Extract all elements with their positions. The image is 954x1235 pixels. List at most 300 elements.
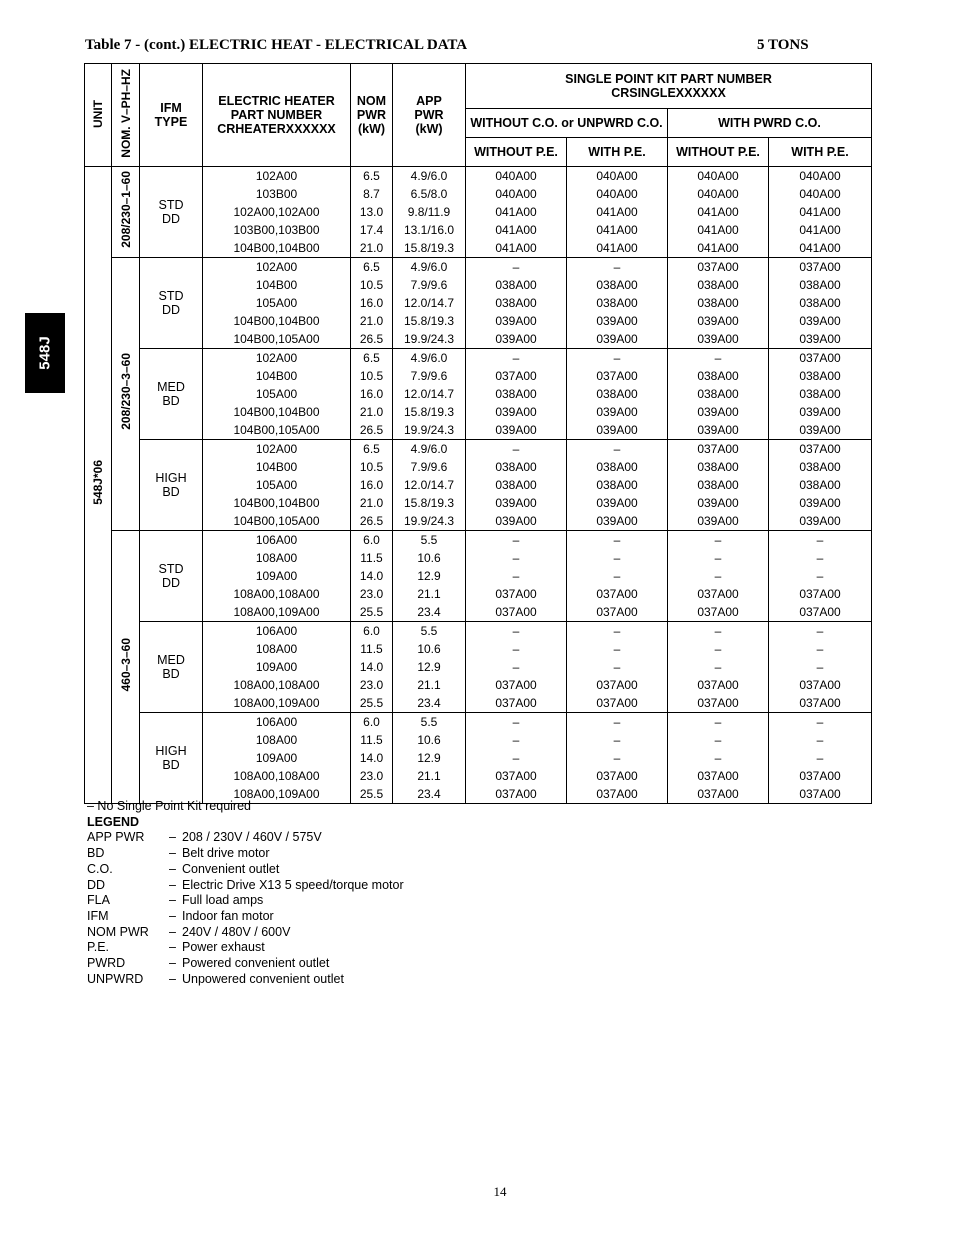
legend-dash: – (169, 956, 176, 971)
table-cell: – (466, 713, 567, 732)
table-cell: – (668, 640, 769, 658)
ifm-type-cell: STD DD (140, 531, 203, 622)
table-cell: 038A00 (668, 385, 769, 403)
legend-abbr: P.E. (87, 940, 110, 955)
table-cell: – (466, 749, 567, 767)
table-row (85, 767, 872, 785)
legend-desc: Power exhaust (182, 940, 265, 955)
table-cell: – (567, 749, 668, 767)
table-cell: 10.5 (351, 458, 393, 476)
legend-abbr: IFM (87, 908, 109, 923)
legend-list (87, 830, 404, 987)
table-cell: 19.9/24.3 (393, 330, 466, 349)
table-row (85, 440, 872, 459)
table-cell: 038A00 (668, 458, 769, 476)
legend-abbr: PWRD (87, 956, 126, 971)
table-cell: 104B00 (203, 367, 351, 385)
table-cell: 103B00 (203, 185, 351, 203)
table-cell: 041A00 (466, 203, 567, 221)
table-cell: – (567, 531, 668, 550)
table-row (85, 367, 872, 385)
legend-dash: – (169, 924, 176, 939)
table-cell: 037A00 (668, 767, 769, 785)
table-cell: – (769, 549, 872, 567)
table-cell: 039A00 (769, 512, 872, 531)
table-row (85, 421, 872, 440)
table-cell: 10.6 (393, 640, 466, 658)
table-row (85, 312, 872, 330)
legend-desc: Full load amps (182, 893, 264, 908)
voltage-cell: 208/230–1–60 (112, 167, 140, 258)
table-cell: 037A00 (668, 694, 769, 713)
unit-cell: 548J*06 (85, 167, 112, 804)
table-cell: 108A00,108A00 (203, 676, 351, 694)
table-cell: 039A00 (769, 330, 872, 349)
table-cell: 037A00 (769, 349, 872, 368)
table-row (85, 203, 872, 221)
table-cell: 23.0 (351, 585, 393, 603)
table-cell: 104B00,104B00 (203, 239, 351, 258)
table-cell: 7.9/9.6 (393, 276, 466, 294)
table-cell: 038A00 (567, 294, 668, 312)
table-cell: 6.0 (351, 713, 393, 732)
table-cell: 104B00,105A00 (203, 421, 351, 440)
table-cell: 038A00 (668, 294, 769, 312)
ifm-type-cell: MED BD (140, 349, 203, 440)
table-row (85, 494, 872, 512)
table-cell: 039A00 (668, 312, 769, 330)
table-cell: 037A00 (668, 603, 769, 622)
page-number: 14 (493, 1184, 507, 1199)
table-cell: 13.0 (351, 203, 393, 221)
table-cell: – (466, 731, 567, 749)
table-cell: 109A00 (203, 749, 351, 767)
legend-title: LEGEND (87, 814, 140, 829)
legend-desc: Convenient outlet (182, 861, 280, 876)
table-cell: 039A00 (466, 512, 567, 531)
table-row (85, 276, 872, 294)
table-cell: 21.1 (393, 767, 466, 785)
table-cell: 6.0 (351, 622, 393, 641)
table-cell: 23.4 (393, 603, 466, 622)
table-cell: 039A00 (567, 421, 668, 440)
table-cell: 109A00 (203, 658, 351, 676)
voltage-cell: 208/230–3–60 (112, 258, 140, 531)
table-cell: 037A00 (769, 694, 872, 713)
table-cell: 12.9 (393, 658, 466, 676)
table-cell: – (466, 640, 567, 658)
table-cell: 26.5 (351, 330, 393, 349)
table-cell: 037A00 (466, 603, 567, 622)
table-title: Table 7 - (cont.) ELECTRIC HEAT - ELECTRICAL DATA (85, 37, 468, 53)
table-cell: 039A00 (567, 494, 668, 512)
table-cell: 041A00 (769, 221, 872, 239)
table-cell: 038A00 (668, 276, 769, 294)
table-cell: 21.1 (393, 676, 466, 694)
table-cell: 108A00,108A00 (203, 767, 351, 785)
table-row (85, 294, 872, 312)
table-cell: – (668, 731, 769, 749)
table-cell: 037A00 (567, 676, 668, 694)
table-row (85, 476, 872, 494)
table-cell: 25.5 (351, 785, 393, 804)
table-row (85, 330, 872, 349)
table-cell: 10.5 (351, 276, 393, 294)
table-cell: 040A00 (567, 185, 668, 203)
table-cell: 039A00 (668, 512, 769, 531)
legend-item (87, 846, 404, 862)
legend-desc: Belt drive motor (182, 846, 270, 861)
table-row (85, 403, 872, 421)
legend-dash: – (169, 940, 176, 955)
table-cell: – (769, 731, 872, 749)
table-cell: – (567, 640, 668, 658)
table-cell: 4.9/6.0 (393, 167, 466, 186)
ifm-type-cell: MED BD (140, 622, 203, 713)
header-voltage: NOM. V–PH–HZ (112, 64, 140, 167)
table-cell: 037A00 (769, 785, 872, 804)
table-cell: 26.5 (351, 421, 393, 440)
table-cell: 040A00 (466, 167, 567, 186)
legend-item (87, 956, 404, 972)
legend-abbr: FLA (87, 893, 110, 908)
table-cell: 23.0 (351, 767, 393, 785)
table-cell: 038A00 (769, 294, 872, 312)
table-cell: 6.5 (351, 440, 393, 459)
header-without-co: WITHOUT C.O. or UNPWRD C.O. (466, 109, 668, 138)
ifm-type-cell: STD DD (140, 258, 203, 349)
table-cell: – (567, 349, 668, 368)
legend-abbr: C.O. (87, 861, 113, 876)
table-cell: 108A00,109A00 (203, 694, 351, 713)
legend-desc: Powered convenient outlet (182, 956, 330, 971)
table-cell: 037A00 (769, 585, 872, 603)
table-row (85, 239, 872, 258)
table-cell: 102A00,102A00 (203, 203, 351, 221)
table-cell: 041A00 (466, 221, 567, 239)
table-cell: 108A00 (203, 731, 351, 749)
legend-desc: 208 / 230V / 460V / 575V (182, 830, 322, 845)
table-cell: 108A00 (203, 549, 351, 567)
header-with-co: WITH PWRD C.O. (668, 109, 872, 138)
table-cell: – (668, 567, 769, 585)
table-cell: 037A00 (769, 767, 872, 785)
table-cell: – (466, 567, 567, 585)
table-row (85, 567, 872, 585)
table-cell: 038A00 (567, 385, 668, 403)
table-cell: 037A00 (668, 258, 769, 277)
table-cell: 104B00,105A00 (203, 330, 351, 349)
table-cell: 16.0 (351, 294, 393, 312)
table-cell: 21.0 (351, 239, 393, 258)
table-row (85, 694, 872, 713)
table-cell: 19.9/24.3 (393, 421, 466, 440)
table-cell: 15.8/19.3 (393, 494, 466, 512)
table-cell: – (769, 640, 872, 658)
table-cell: 037A00 (466, 585, 567, 603)
table-cell: 039A00 (769, 312, 872, 330)
table-cell: 23.4 (393, 785, 466, 804)
table-cell: 16.0 (351, 385, 393, 403)
table-body (85, 167, 872, 804)
table-cell: – (668, 658, 769, 676)
table-cell: 102A00 (203, 167, 351, 186)
legend-item (87, 862, 404, 878)
table-cell: 037A00 (567, 603, 668, 622)
table-cell: 041A00 (567, 239, 668, 258)
tonnage-label: 5 TONS (757, 37, 809, 53)
table-cell: – (567, 731, 668, 749)
legend-dash: – (169, 908, 176, 923)
header-kit: SINGLE POINT KIT PART NUMBER CRSINGLEXXXXXX (466, 64, 872, 109)
table-cell: 039A00 (769, 494, 872, 512)
table-cell: – (769, 567, 872, 585)
table-row (85, 458, 872, 476)
table-cell: 037A00 (466, 367, 567, 385)
table-cell: 11.5 (351, 549, 393, 567)
table-row (85, 349, 872, 368)
table-cell: 041A00 (668, 203, 769, 221)
table-cell: 038A00 (567, 458, 668, 476)
table-row (85, 676, 872, 694)
table-row (85, 385, 872, 403)
table-cell: 9.8/11.9 (393, 203, 466, 221)
header-ifm-type: IFM TYPE (140, 64, 203, 167)
legend-abbr: DD (87, 877, 106, 892)
table-cell: 26.5 (351, 512, 393, 531)
table-row (85, 258, 872, 277)
table-cell: 039A00 (466, 494, 567, 512)
table-cell: 19.9/24.3 (393, 512, 466, 531)
table-cell: – (567, 658, 668, 676)
table-cell: 038A00 (466, 276, 567, 294)
table-cell: 037A00 (466, 785, 567, 804)
table-cell: 12.9 (393, 749, 466, 767)
table-cell: 21.0 (351, 403, 393, 421)
table-cell: 10.6 (393, 731, 466, 749)
legend-abbr: NOM PWR (87, 924, 149, 939)
table-cell: – (466, 349, 567, 368)
table-row (85, 622, 872, 641)
table-cell: 105A00 (203, 385, 351, 403)
table-row (85, 731, 872, 749)
table-cell: 102A00 (203, 440, 351, 459)
legend-dash: – (169, 861, 176, 876)
table-cell: 037A00 (466, 676, 567, 694)
table-cell: 039A00 (769, 421, 872, 440)
electrical-data-table (84, 63, 872, 804)
legend-desc: Electric Drive X13 5 speed/torque motor (182, 877, 404, 892)
table-cell: 038A00 (466, 458, 567, 476)
table-cell: 038A00 (769, 476, 872, 494)
table-cell: 041A00 (668, 221, 769, 239)
table-cell: 041A00 (668, 239, 769, 258)
table-cell: 104B00 (203, 458, 351, 476)
table-cell: 040A00 (769, 185, 872, 203)
section-tab (25, 313, 65, 393)
table-cell: 7.9/9.6 (393, 367, 466, 385)
table-cell: 038A00 (769, 276, 872, 294)
table-cell: 038A00 (769, 367, 872, 385)
table-cell: 104B00,104B00 (203, 312, 351, 330)
table-cell: 21.0 (351, 312, 393, 330)
legend-item (87, 909, 404, 925)
legend-desc: Indoor fan motor (182, 908, 274, 923)
legend-desc: 240V / 480V / 600V (182, 924, 291, 939)
table-cell: 23.0 (351, 676, 393, 694)
table-cell: 037A00 (567, 767, 668, 785)
table-cell: – (466, 440, 567, 459)
table-cell: – (668, 349, 769, 368)
legend-dash: – (169, 830, 176, 845)
table-row (85, 603, 872, 622)
table-cell: 102A00 (203, 349, 351, 368)
table-cell: 108A00 (203, 640, 351, 658)
table-cell: 14.0 (351, 749, 393, 767)
table-cell: 25.5 (351, 603, 393, 622)
table-cell: 13.1/16.0 (393, 221, 466, 239)
table-cell: 23.4 (393, 694, 466, 713)
table-cell: 102A00 (203, 258, 351, 277)
table-row (85, 658, 872, 676)
table-cell: 106A00 (203, 713, 351, 732)
table-cell: – (567, 258, 668, 277)
header-without-pe-2: WITHOUT P.E. (668, 138, 769, 167)
header-nom-pwr: NOM PWR (kW) (351, 64, 393, 167)
voltage-cell: 460–3–60 (112, 531, 140, 804)
table-row (85, 512, 872, 531)
table-cell: 038A00 (567, 476, 668, 494)
table-cell: 21.0 (351, 494, 393, 512)
table-row (85, 713, 872, 732)
table-cell: 4.9/6.0 (393, 440, 466, 459)
legend-abbr: UNPWRD (87, 971, 144, 986)
table-cell: 108A00,109A00 (203, 785, 351, 804)
table-cell: – (466, 622, 567, 641)
table-cell: 041A00 (769, 239, 872, 258)
table-cell: 038A00 (567, 276, 668, 294)
table-row (85, 585, 872, 603)
legend-dash: – (169, 893, 176, 908)
table-cell: 037A00 (668, 440, 769, 459)
table-cell: 104B00,105A00 (203, 512, 351, 531)
table-cell: 5.5 (393, 713, 466, 732)
table-cell: – (466, 549, 567, 567)
table-cell: 104B00 (203, 276, 351, 294)
table-cell: 6.5 (351, 349, 393, 368)
table-cell: 12.0/14.7 (393, 294, 466, 312)
table-cell: 108A00,108A00 (203, 585, 351, 603)
table-cell: 039A00 (668, 494, 769, 512)
table-cell: 103B00,103B00 (203, 221, 351, 239)
table-cell: – (668, 549, 769, 567)
table-row (85, 531, 872, 550)
table-cell: 041A00 (466, 239, 567, 258)
legend-dash: – (169, 846, 176, 861)
table-cell: 039A00 (668, 421, 769, 440)
table-cell: 037A00 (769, 440, 872, 459)
table-cell: – (668, 713, 769, 732)
table-cell: – (668, 622, 769, 641)
table-cell: 14.0 (351, 658, 393, 676)
table-cell: 15.8/19.3 (393, 312, 466, 330)
table-cell: 040A00 (769, 167, 872, 186)
table-cell: – (769, 622, 872, 641)
table-cell: 7.9/9.6 (393, 458, 466, 476)
table-cell: 038A00 (769, 458, 872, 476)
table-cell: 037A00 (567, 367, 668, 385)
table-cell: 039A00 (668, 330, 769, 349)
table-cell: – (668, 749, 769, 767)
table-cell: 040A00 (668, 167, 769, 186)
table-cell: 037A00 (668, 585, 769, 603)
table-cell: 041A00 (567, 221, 668, 239)
legend-dash: – (169, 971, 176, 986)
table-cell: – (567, 440, 668, 459)
table-row (85, 640, 872, 658)
table-cell: 041A00 (567, 203, 668, 221)
table-row (85, 549, 872, 567)
table-cell: 039A00 (466, 403, 567, 421)
table-cell: 037A00 (769, 676, 872, 694)
table-cell: 12.9 (393, 567, 466, 585)
table-cell: – (567, 713, 668, 732)
table-cell: – (466, 531, 567, 550)
header-with-pe-1: WITH P.E. (567, 138, 668, 167)
table-cell: 039A00 (567, 312, 668, 330)
table-cell: 037A00 (567, 585, 668, 603)
table-cell: 6.5 (351, 258, 393, 277)
no-kit-note: – No Single Point Kit required (87, 799, 251, 813)
ifm-type-cell: HIGH BD (140, 713, 203, 804)
table-cell: 16.0 (351, 476, 393, 494)
table-cell: – (466, 658, 567, 676)
table-cell: 037A00 (668, 676, 769, 694)
table-cell: 4.9/6.0 (393, 349, 466, 368)
table-cell: 039A00 (567, 403, 668, 421)
table-cell: 040A00 (567, 167, 668, 186)
table-cell: 037A00 (769, 603, 872, 622)
table-cell: 5.5 (393, 531, 466, 550)
header-with-pe-2: WITH P.E. (769, 138, 872, 167)
table-row (85, 185, 872, 203)
notes (87, 799, 404, 987)
legend-item (87, 830, 404, 846)
table-cell: 104B00,104B00 (203, 403, 351, 421)
legend-dash: – (169, 877, 176, 892)
table-cell: 039A00 (567, 512, 668, 531)
table-row (85, 221, 872, 239)
table-cell: – (567, 622, 668, 641)
table-cell: 039A00 (466, 421, 567, 440)
ifm-type-cell: STD DD (140, 167, 203, 258)
table-cell: 104B00,104B00 (203, 494, 351, 512)
table-cell: 039A00 (466, 330, 567, 349)
legend-item (87, 878, 404, 894)
table-cell: 4.9/6.0 (393, 258, 466, 277)
table-cell: 037A00 (466, 767, 567, 785)
table-cell: 039A00 (466, 312, 567, 330)
header-app-pwr: APP PWR (kW) (393, 64, 466, 167)
table-cell: 105A00 (203, 294, 351, 312)
legend-item (87, 893, 404, 909)
table-cell: 105A00 (203, 476, 351, 494)
table-cell: – (769, 658, 872, 676)
table-cell: 15.8/19.3 (393, 403, 466, 421)
table-row (85, 749, 872, 767)
table-cell: 25.5 (351, 694, 393, 713)
table-cell: – (769, 713, 872, 732)
